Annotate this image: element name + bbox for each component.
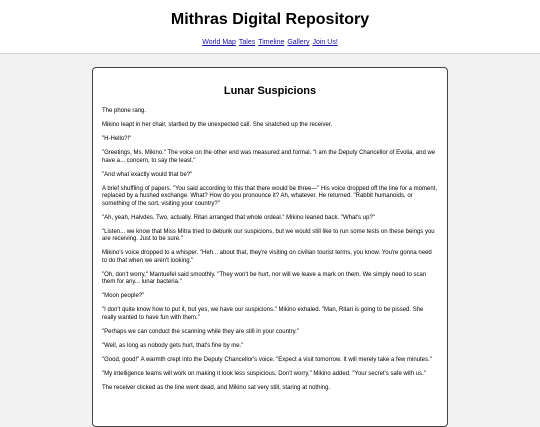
story-paragraph: "Moon people?" — [102, 293, 145, 299]
story-paragraph: A brief shuffling of papers. "You said according to this that there would be three—" His voice dropped off the line for a moment, replaced by a hushed exchange. What? How do you pronounce it? Ah, whatever. He returned. "Rabbit humanoids, or something of the sort, visiting your country?" — [102, 185, 438, 207]
site-title: Mithras Digital Repository — [170, 11, 370, 28]
story-paragraph: "Greetings, Ms. Mikino." The voice on the other end was measured and formal. "I am the Deputy Chancellor of Evolia, and we have a... concern, to say the least." — [102, 150, 436, 164]
story-title: Lunar Suspicions — [223, 85, 317, 97]
story-paragraph: "Perhaps we can conduct the scanning while they are still in your country." — [102, 328, 299, 335]
story-container — [92, 67, 448, 427]
nav-link-join-us[interactable]: Join Us! — [312, 39, 338, 46]
story-paragraph: The receiver clicked as the line went dead, and Mikino sat very still, staring at nothing. — [102, 384, 331, 391]
story-paragraph: "And what exactly would that be?" — [102, 171, 193, 178]
nav-link-timeline[interactable]: Timeline — [258, 39, 285, 46]
story-paragraph: "Well, as long as nobody gets hurt, that's fine by me." — [102, 342, 244, 349]
story-paragraph: "Good, good!" A warmth crept into the Deputy Chancellor's voice. "Expect a visit tomorrow. It will merely take a few minutes." — [102, 356, 432, 363]
nav-link-gallery[interactable]: Gallery — [287, 39, 310, 46]
story-paragraph: "My intelligence teams will work on making it look less suspicious. Don't worry," Mikino added. "Your secret's safe with us." — [102, 370, 426, 377]
nav-link-world-map[interactable]: World Map — [202, 39, 236, 46]
story-paragraph: "Oh, don't worry," Mantuefel said smoothly. "They won't be hurt, nor will we leave a mark on them. We simply need to scan them for any... lunar bacteria." — [102, 271, 427, 285]
main-nav — [0, 38, 540, 47]
story-paragraph: "Listen... we know that Miss Mitra tried to debunk our suspicions, but we would still like to run some tests on these beings you are receiving. Just to be sure." — [102, 228, 435, 242]
story-paragraph: "H-Hello?!" — [102, 136, 132, 142]
story-paragraph: "Ah, yeah, Halvdes. Two, actually. Ritari arranged that whole ordeal." Mikino leaned back. "What's up?" — [102, 214, 375, 221]
site-header — [0, 0, 540, 54]
nav-link-tales[interactable]: Tales — [238, 39, 256, 46]
story-paragraph: The phone rang. — [102, 108, 147, 114]
story-paragraph: "I don't quite know how to put it, but yes, we have our suspicions." Mikino exhaled. "Man, Ritari is going to be pissed. She really wanted to have fun with them." — [102, 307, 424, 321]
story-paragraph: Mikino's voice dropped to a whisper. "Heh... about that, they're visiting on civilian tourist terms, you know. You're gonna need to do that when we aren't looking." — [102, 250, 432, 264]
story-paragraph: Mikino leapt in her chair, startled by the unexpected call. She snatched up the receiver. — [102, 122, 333, 128]
